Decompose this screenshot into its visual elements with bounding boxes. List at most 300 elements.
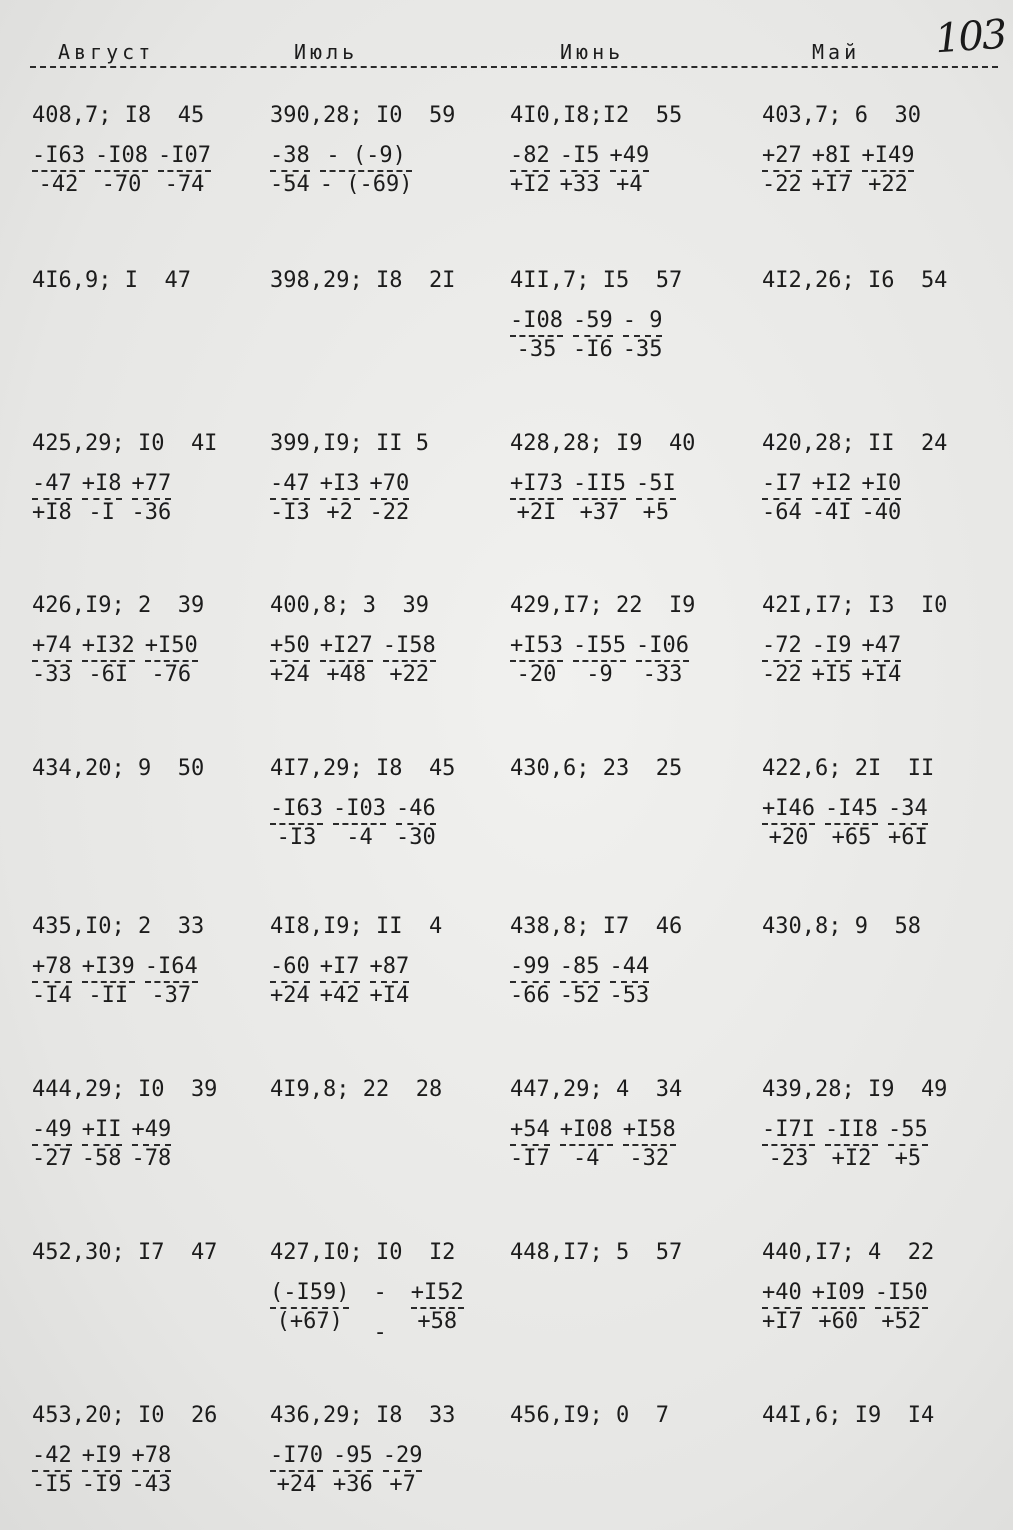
fraction-denominator: -20 [516,662,557,687]
month-august: Август [58,40,155,64]
fraction-numerator: +I0 [861,471,902,496]
fraction-denominator: +22 [389,662,430,687]
entry-heading: 4I7,29; I8 45 [270,756,456,781]
fraction [636,472,676,525]
fraction-denominator: -36 [131,500,172,525]
entry-heading: 428,28; I9 40 [510,431,696,456]
fraction-numerator: -I07 [157,143,211,168]
entry-block [32,756,267,782]
fraction-denominator: +I5 [811,662,852,687]
fraction [812,144,852,197]
fraction [560,144,600,197]
fraction-numerator: -60 [270,954,310,979]
entry-block [32,431,267,525]
fraction-numerator: +I50 [144,633,198,658]
entry-heading: 403,7; 6 30 [762,103,921,128]
fraction [510,634,563,687]
entry-block [510,756,745,782]
fraction-numerator: -I55 [572,633,626,658]
fraction-denominator: +37 [579,500,620,525]
fraction-numerator: -I70 [270,1443,323,1468]
fraction-denominator: -I3 [270,500,310,525]
fraction [875,1281,928,1334]
fraction-numerator: (-I59) [270,1280,350,1305]
fraction-denominator: +33 [559,172,600,197]
fraction [270,634,310,687]
fraction [32,144,85,197]
fraction [888,1118,928,1171]
entry-block [762,1403,997,1429]
fraction [862,634,902,687]
fraction-numerator: +49 [131,1117,172,1142]
fraction-denominator: -I6 [572,337,613,362]
entry-heading: 435,I0; 2 33 [32,914,205,939]
fraction [82,955,135,1008]
fraction-numerator: -II8 [824,1117,878,1142]
fraction-numerator: -42 [32,1443,72,1468]
entry-heading: 408,7; I8 45 [32,103,205,128]
fraction [862,472,902,525]
fraction-row [762,797,997,850]
fraction-numerator: +I7 [319,954,360,979]
fraction-denominator: -I4 [32,983,72,1008]
fraction [82,634,135,687]
fraction-denominator: -22 [762,662,802,687]
entry-block [32,1240,267,1266]
fraction-denominator: +I8 [32,500,72,525]
entry-block [270,1240,505,1345]
fraction [396,797,436,850]
entry-heading: 430,8; 9 58 [762,914,921,939]
fraction-denominator: -35 [622,337,663,362]
fraction [32,1444,72,1497]
fraction [762,797,815,850]
separator-dash [359,1281,400,1345]
fraction-row [270,472,505,525]
entry-heading: 447,29; 4 34 [510,1077,683,1102]
fraction-denominator: -6I [88,662,129,687]
fraction-numerator: -I58 [382,633,436,658]
fraction-numerator: +47 [861,633,902,658]
fraction-denominator: +48 [326,662,367,687]
fraction-numerator: +I09 [811,1280,865,1305]
fraction-numerator: +74 [32,633,72,658]
fraction-row [510,309,745,362]
fraction [510,955,550,1008]
fraction-denominator: +I7 [762,1309,802,1334]
fraction-numerator: -I9 [811,633,852,658]
fraction-denominator: +2 [326,500,353,525]
fraction-denominator: -32 [629,1146,670,1171]
entry-heading: 420,28; II 24 [762,431,948,456]
fraction [333,797,386,850]
entry-heading: 4I2,26; I6 54 [762,268,948,293]
entry-heading: 4I6,9; I 47 [32,268,191,293]
fraction [270,955,310,1008]
fraction-numerator: -34 [887,796,928,821]
entry-block [510,268,745,362]
fraction-denominator: - (-69) [319,172,413,197]
month-july: Июль [294,40,359,64]
fraction-row [32,1444,267,1497]
fraction [95,144,148,197]
fraction-row [32,1118,267,1171]
fraction-denominator: -4 [572,1146,600,1171]
fraction [32,1118,72,1171]
fraction-denominator: -43 [131,1472,172,1497]
fraction [383,1444,423,1497]
fraction-denominator: -I3 [276,825,317,850]
fraction [560,955,600,1008]
fraction-row [32,472,267,525]
fraction-denominator: -78 [131,1146,172,1171]
fraction-denominator: -58 [81,1146,122,1171]
entry-block [510,593,745,687]
fraction-numerator: -II5 [572,471,626,496]
fraction-numerator: -49 [32,1117,72,1142]
fraction-numerator: +I27 [319,633,373,658]
fraction-denominator: +2I [516,500,557,525]
fraction-denominator: -I7 [510,1146,550,1171]
fraction [825,797,878,850]
fraction-denominator: -I9 [81,1472,122,1497]
fraction [812,1281,865,1334]
entry-block [510,431,745,525]
fraction [145,634,198,687]
fraction-numerator: -47 [32,471,72,496]
separator-dash-bottom: - [373,1320,387,1345]
fraction-numerator: +78 [32,954,72,979]
fraction [573,634,626,687]
fraction [320,634,373,687]
fraction-numerator: -I64 [144,954,198,979]
entry-heading: 390,28; I0 59 [270,103,456,128]
fraction [145,955,198,1008]
fraction-denominator: -37 [151,983,192,1008]
fraction-denominator: +24 [276,1472,317,1497]
entry-block [762,593,997,687]
fraction-row [32,955,267,1008]
entry-heading: 427,I0; I0 I2 [270,1240,456,1265]
page-number: 103 [933,11,1007,63]
fraction-numerator: +50 [270,633,310,658]
entry-heading: 429,I7; 22 I9 [510,593,696,618]
fraction-numerator: -59 [572,308,613,333]
fraction-numerator: +27 [762,143,802,168]
fraction-row [270,634,505,687]
fraction [411,1281,464,1345]
fraction [320,472,360,525]
fraction [888,797,928,850]
fraction-numerator: +I2 [811,471,852,496]
fraction-numerator: +II [81,1117,122,1142]
fraction-denominator: -33 [642,662,683,687]
fraction-denominator: +5 [894,1146,922,1171]
fraction [370,955,410,1008]
fraction-row [270,144,505,197]
fraction-numerator: +87 [369,954,410,979]
fraction-denominator: +24 [270,662,310,687]
fraction-denominator: +60 [818,1309,859,1334]
fraction [610,144,650,197]
fraction-denominator: (+67) [276,1309,343,1334]
fraction-numerator: -99 [510,954,550,979]
fraction-denominator: -74 [164,172,205,197]
fraction-numerator: -I08 [94,143,148,168]
fraction-numerator: -55 [887,1117,928,1142]
fraction-numerator: -I5 [559,143,600,168]
entry-block [270,593,505,687]
fraction [32,634,72,687]
fraction-row [270,955,505,1008]
fraction-row [510,1118,745,1171]
fraction-denominator: +7 [389,1472,416,1497]
fraction-denominator: -23 [768,1146,809,1171]
fraction [762,1118,815,1171]
fraction-denominator: +I4 [861,662,902,687]
fraction-row [32,144,267,197]
entry-block [270,268,505,294]
fraction-numerator: +I9 [81,1443,122,1468]
fraction [623,1118,676,1171]
fraction-numerator: -95 [332,1443,373,1468]
fraction-denominator: -42 [38,172,79,197]
fraction-numerator: +I73 [510,471,563,496]
entry-heading: 448,I7; 5 57 [510,1240,683,1265]
fraction-numerator: -I03 [332,796,386,821]
fraction-denominator: -33 [32,662,72,687]
fraction [762,144,802,197]
entry-block [32,1403,267,1497]
fraction-numerator: +I53 [510,633,563,658]
entry-block [510,1077,745,1171]
entry-heading: 422,6; 2I II [762,756,935,781]
fraction-denominator: +52 [881,1309,922,1334]
entry-heading: 436,29; I8 33 [270,1403,456,1428]
fraction-numerator: -85 [559,954,600,979]
fraction [510,472,563,525]
fraction-row [762,634,997,687]
fraction-numerator: +I8 [81,471,122,496]
entry-block [270,103,505,197]
fraction-denominator: +I2 [510,172,550,197]
fraction [32,472,72,525]
entry-heading: 425,29; I0 4I [32,431,218,456]
fraction [320,955,360,1008]
fraction [510,309,563,362]
month-may: Май [812,40,861,64]
fraction [132,1444,172,1497]
fraction-numerator: -I08 [510,308,563,333]
fraction [333,1444,373,1497]
fraction [270,472,310,525]
fraction-denominator: +I7 [811,172,852,197]
entry-heading: 456,I9; 0 7 [510,1403,669,1428]
entry-block [270,431,505,525]
fraction [573,309,613,362]
fraction [270,1444,323,1497]
entry-heading: 42I,I7; I3 I0 [762,593,948,618]
fraction-numerator: +78 [131,1443,172,1468]
fraction-numerator: +I46 [762,796,815,821]
fraction-row [762,1281,997,1334]
fraction [623,309,663,362]
fraction [158,144,211,197]
fraction-row [510,472,745,525]
fraction-denominator: -54 [270,172,310,197]
entry-heading: 438,8; I7 46 [510,914,683,939]
fraction-denominator: -64 [762,500,802,525]
entry-block [762,756,997,850]
entry-heading: 398,29; I8 2I [270,268,456,293]
fraction [82,472,122,525]
entry-block [32,593,267,687]
fraction [82,1118,122,1171]
fraction-row [510,955,745,1008]
entry-block [510,1240,745,1266]
entry-block [762,1240,997,1334]
fraction-numerator: -I63 [32,143,85,168]
fraction-denominator: -4I [811,500,852,525]
fraction [560,1118,613,1171]
fraction [812,634,852,687]
fraction-denominator: +36 [332,1472,373,1497]
fraction-denominator: +4 [616,172,643,197]
entry-heading: 452,30; I7 47 [32,1240,218,1265]
entry-block [270,1077,505,1103]
entry-heading: 399,I9; II 5 [270,431,429,456]
fraction [270,1281,349,1345]
entry-block [762,431,997,525]
header-divider [30,66,998,68]
entry-heading: 430,6; 23 25 [510,756,683,781]
fraction [762,472,802,525]
fraction-row [510,144,745,197]
fraction-numerator: -38 [270,143,310,168]
fraction-denominator: +22 [868,172,908,197]
fraction-numerator: -82 [510,143,550,168]
fraction [762,1281,802,1334]
entry-heading: 4I0,I8;I2 55 [510,103,683,128]
entry-block [270,1403,505,1497]
fraction-numerator: +I08 [559,1117,613,1142]
fraction [636,634,689,687]
entry-block [510,103,745,197]
fraction-denominator: -40 [861,500,902,525]
entry-heading: 444,29; I0 39 [32,1077,218,1102]
fraction-numerator: +I39 [81,954,135,979]
fraction-numerator: +I49 [861,143,915,168]
fraction-numerator: +70 [369,471,410,496]
fraction-numerator: - 9 [622,308,663,333]
fraction-row [270,1281,505,1345]
fraction-numerator: +8I [811,143,852,168]
fraction-denominator: -66 [510,983,550,1008]
fraction-row [762,1118,997,1171]
fraction [510,144,550,197]
entry-heading: 4I8,I9; II 4 [270,914,443,939]
fraction-denominator: +42 [319,983,360,1008]
entry-block [32,1077,267,1171]
fraction-denominator: -II [88,983,129,1008]
fraction-numerator: +54 [510,1117,550,1142]
fraction-numerator: -I06 [635,633,689,658]
fraction [32,955,72,1008]
fraction [132,472,172,525]
fraction-numerator: -I7 [762,471,802,496]
fraction [132,1118,172,1171]
fraction-numerator: -46 [395,796,436,821]
fraction-denominator: +20 [768,825,809,850]
entry-block [32,268,267,294]
entry-heading: 453,20; I0 26 [32,1403,218,1428]
fraction [762,634,802,687]
entry-block [270,756,505,850]
entry-heading: 426,I9; 2 39 [32,593,205,618]
fraction [82,1444,122,1497]
fraction-row [270,1444,505,1497]
fraction-numerator: +I52 [410,1280,464,1305]
entry-block [762,1077,997,1171]
fraction-denominator: -76 [151,662,192,687]
fraction [270,797,323,850]
fraction-denominator: -I5 [32,1472,72,1497]
fraction-row [32,634,267,687]
fraction-denominator: -4 [346,825,373,850]
entry-block [510,1403,745,1429]
fraction-denominator: +24 [270,983,310,1008]
entry-heading: 400,8; 3 39 [270,593,429,618]
entry-heading: 440,I7; 4 22 [762,1240,935,1265]
fraction-numerator: -29 [382,1443,423,1468]
fraction [270,144,310,197]
fraction-row [762,144,997,197]
fraction-numerator: +77 [131,471,172,496]
fraction-row [762,472,997,525]
fraction-numerator: +I58 [622,1117,676,1142]
fraction-numerator: -47 [270,471,310,496]
entry-heading: 44I,6; I9 I4 [762,1403,935,1428]
fraction-numerator: -I63 [270,796,323,821]
fraction-numerator: -5I [635,471,676,496]
entry-block [762,914,997,940]
entry-heading: 434,20; 9 50 [32,756,205,781]
fraction-denominator: +6I [887,825,928,850]
fraction-numerator: +49 [609,143,650,168]
fraction-denominator: +65 [831,825,872,850]
fraction-denominator: -I [88,500,115,525]
fraction [812,472,852,525]
fraction-numerator: +40 [762,1280,802,1305]
fraction [320,144,413,197]
fraction [383,634,436,687]
fraction-numerator: -72 [762,633,802,658]
fraction-denominator: +58 [417,1309,458,1334]
fraction-numerator: +I32 [81,633,135,658]
fraction-row [270,797,505,850]
fraction-numerator: -44 [609,954,650,979]
fraction-denominator: -53 [609,983,650,1008]
fraction-row [510,634,745,687]
fraction [370,472,410,525]
entry-block [510,914,745,1008]
fraction-numerator: - (-9) [326,143,406,168]
fraction-denominator: -35 [516,337,557,362]
fraction [573,472,626,525]
entry-heading: 439,28; I9 49 [762,1077,948,1102]
fraction-numerator: -I45 [824,796,878,821]
fraction-denominator: +5 [642,500,670,525]
